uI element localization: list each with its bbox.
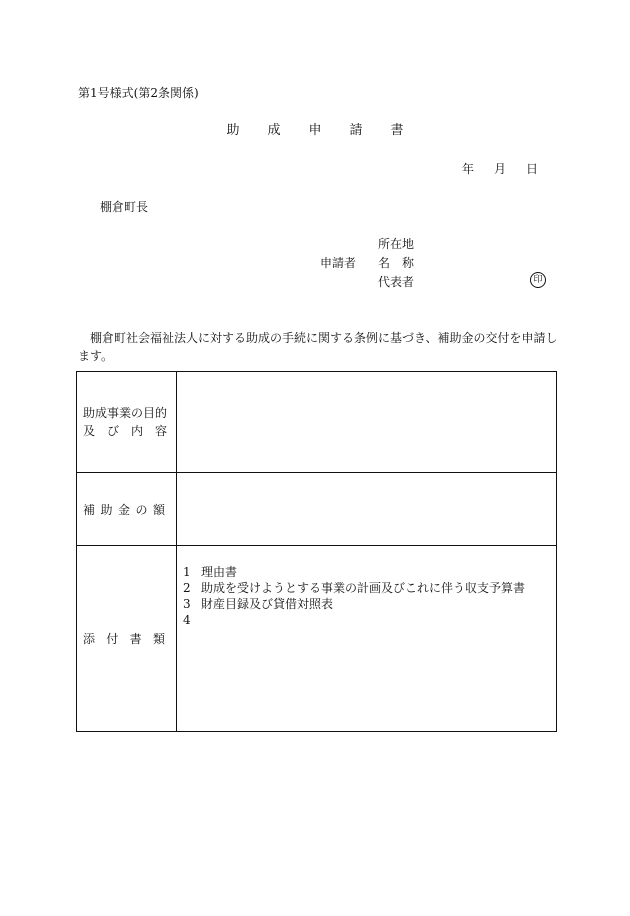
attachments-label	[77, 546, 177, 732]
applicant-address-label: 所在地	[378, 237, 415, 251]
title-char: 助	[226, 123, 240, 138]
amount-label-char: の	[135, 502, 148, 517]
amount-field[interactable]	[177, 473, 557, 546]
attachments-label-char: 書	[129, 632, 142, 646]
amount-label-char: 補	[83, 502, 96, 517]
attachment-item: 1 理由書	[183, 565, 238, 579]
attachment-item: 2 助成を受けようとする事業の計画及びこれに伴う収支予算書	[183, 581, 526, 595]
date-month: 月	[494, 162, 507, 176]
amount-label	[77, 473, 177, 546]
amount-label-char: 額	[152, 502, 165, 517]
attachments-label-char: 類	[152, 632, 165, 646]
amount-label-char: 助	[100, 502, 113, 517]
title-char: 成	[267, 123, 281, 138]
purpose-label-line: 助成事業の目的	[83, 406, 168, 420]
attachment-item: 3 財産目録及び貸借対照表	[183, 597, 334, 611]
application-table	[76, 371, 557, 732]
applicant-representative-label: 代表者	[378, 275, 415, 289]
attachments-list	[177, 546, 557, 732]
date-day: 日	[526, 162, 539, 176]
title-char: 申	[308, 123, 322, 138]
purpose-field[interactable]	[177, 372, 557, 473]
attachment-item[interactable]: 4	[183, 613, 191, 627]
purpose-label-line: 及 び 内 容	[83, 424, 168, 438]
title-char: 書	[390, 123, 404, 138]
attachments-label-char: 付	[106, 632, 119, 646]
applicant-label: 申請者	[320, 256, 357, 270]
form-number-label: 第1号様式(第2条関係)	[78, 86, 199, 100]
attachments-row	[77, 546, 557, 732]
application-statement: 棚倉町社会福祉法人に対する助成の手続に関する条例に基づき、補助金の交付を申請します。	[78, 331, 558, 363]
attachments-label-char: 添	[83, 632, 96, 646]
purpose-label	[77, 372, 177, 473]
page-title	[0, 124, 630, 138]
date-year: 年	[462, 162, 475, 176]
applicant-name-label: 名 称	[378, 256, 415, 270]
title-char: 請	[349, 123, 363, 138]
amount-row	[77, 473, 557, 546]
date-line	[462, 162, 558, 176]
amount-label-char: 金	[117, 502, 130, 517]
purpose-row	[77, 372, 557, 473]
seal-icon: 印	[530, 272, 546, 288]
addressee: 棚倉町長	[100, 200, 149, 214]
